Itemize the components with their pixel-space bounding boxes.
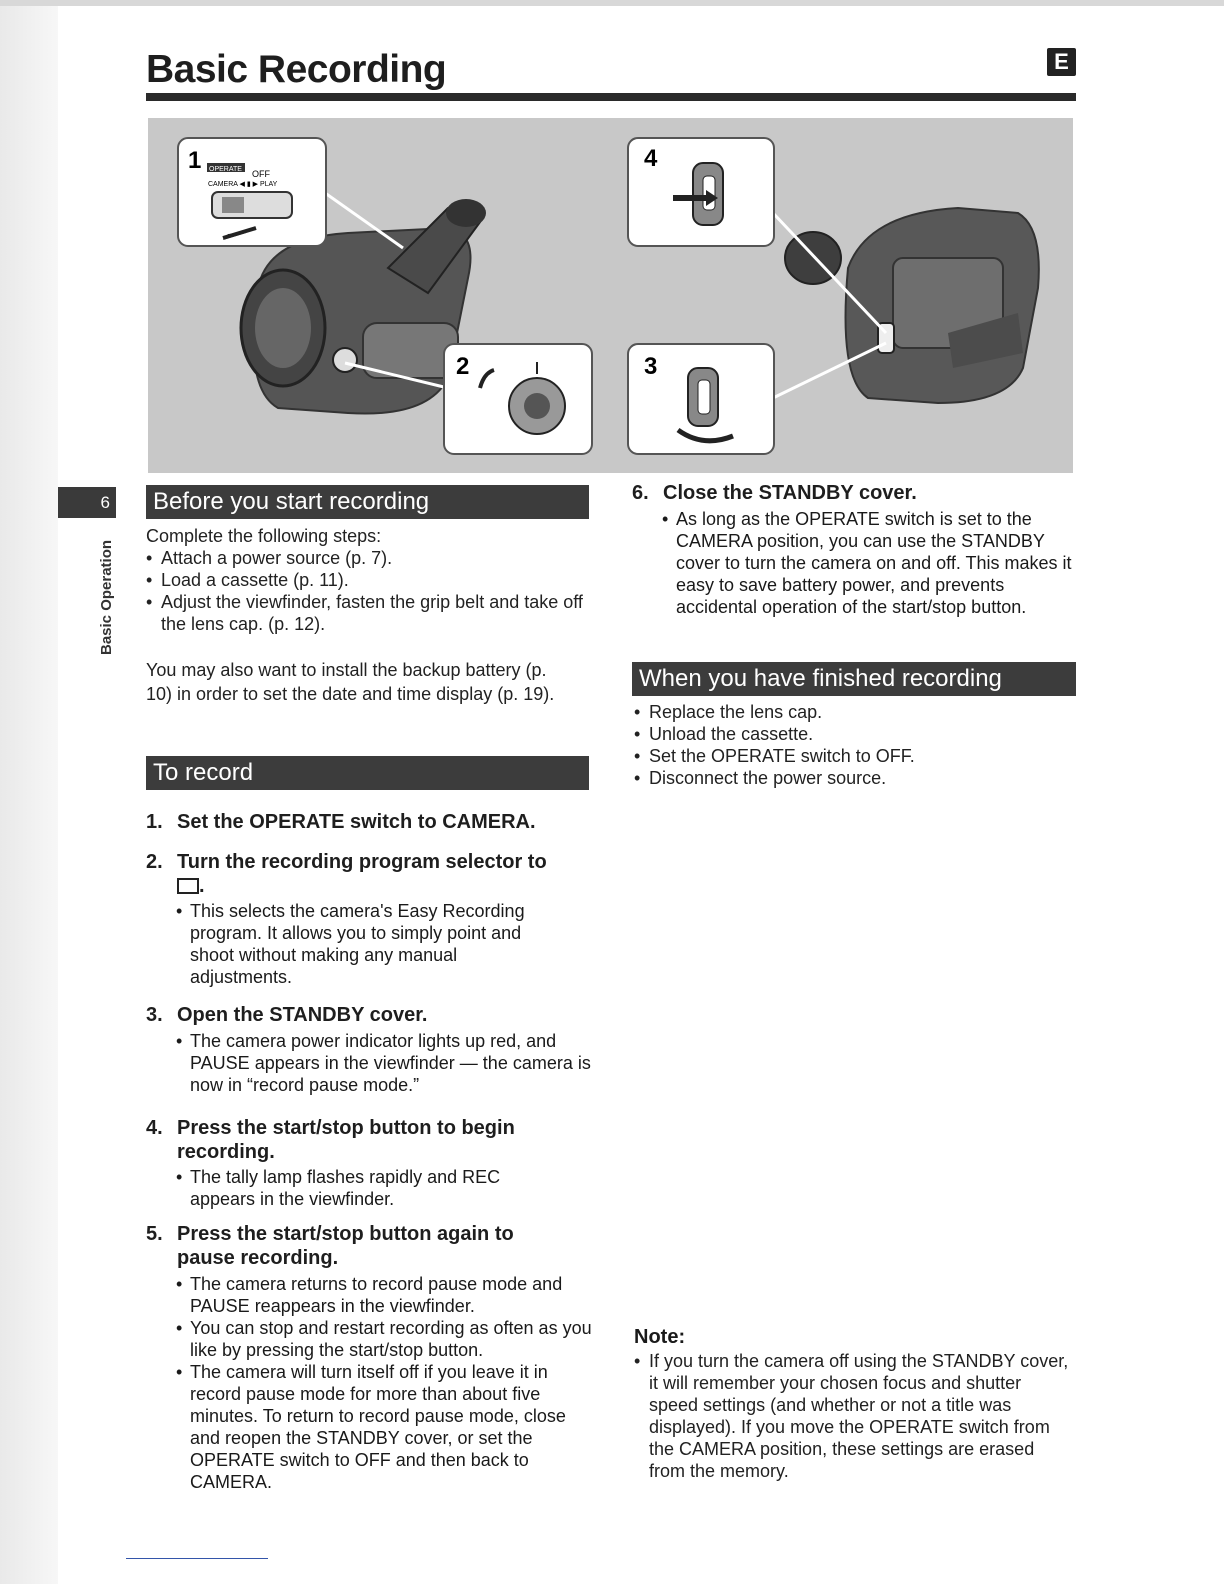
finished-recording-heading: When you have finished recording [632,662,1076,696]
before-intro: Complete the following steps: [146,526,382,546]
callout-1-positions: CAMERA ◀ ▮ ▶ PLAY [208,181,278,188]
list-item: • Adjust the viewfinder, fasten the grip belt and take off the lens cap. (p. 12). [146,591,596,635]
page-number-tab: 6 [58,487,116,518]
list-item: • As long as the OPERATE switch is set to the CAMERA position, you can use the STANDBY cover to turn the camera on and off. This makes it easy to save battery power, and prevents accidental operation of the start/stop button. [662,508,1082,618]
title-rule [146,93,1076,101]
callout-1-switch-label: OPERATE [209,166,242,173]
note-heading: Note: [634,1326,686,1348]
camcorder-illustration [148,118,1073,473]
callout-4-number: 4 [644,145,658,172]
section-side-label: Basic Operation [98,539,115,655]
before-recording-body [146,525,596,635]
to-record-heading: To record [146,756,589,790]
page-title: Basic Recording [146,48,447,91]
step-6-notes [662,508,1082,618]
step-4-title: 4. Press the start/stop button to begin recording. [146,1117,515,1163]
list-item: • This selects the camera's Easy Recording program. It allows you to simply point and shoot without making any manual adjustments. [176,900,561,988]
step-4-notes [176,1166,556,1210]
callout-1-number: 1 [188,147,202,174]
list-item: • Attach a power source (p. 7). [146,547,596,569]
list-item: • Unload the cassette. [634,723,1074,745]
list-item: • The camera will turn itself off if you leave it in record pause mode for more than about five minutes. To return to record pause mode, close and reopen the STANDBY cover, or set the OPERATE switch to OFF and then back to CAMERA. [176,1361,596,1493]
list-item: • You can stop and restart recording as often as you like by pressing the start/stop button. [176,1317,596,1361]
page-edge [0,0,58,1584]
note-body [634,1350,1074,1482]
step-2-title: 2. Turn the recording program selector to . [146,851,547,897]
easy-recording-mode-icon [177,878,199,894]
list-item: • Load a cassette (p. 11). [146,569,596,591]
list-item: • If you turn the camera off using the STANDBY cover, it will remember your chosen focus and shutter speed settings (and whether or not a title was displayed). If you move the OPERATE switch from the CAMERA position, these settings are erased from the memory. [634,1350,1074,1482]
callout-1-off-label: OFF [252,169,270,179]
before-steps-list [146,547,596,635]
page-edge-top [0,0,1224,6]
bottom-rule [126,1558,268,1559]
step-1-title: 1. Set the OPERATE switch to CAMERA. [146,811,536,833]
step-3-title: 3. Open the STANDBY cover. [146,1004,428,1026]
backup-battery-note: You may also want to install the backup battery (p. 10) in order to set the date and time display (p. 19). [146,660,555,704]
list-item: • The tally lamp flashes rapidly and REC appears in the viewfinder. [176,1166,556,1210]
list-item: • Replace the lens cap. [634,701,1074,723]
callout-2-number: 2 [456,353,470,380]
finished-recording-body [634,701,1074,789]
list-item: • Set the OPERATE switch to OFF. [634,745,1074,767]
list-item: • The camera power indicator lights up red, and PAUSE appears in the viewfinder — the camera is now in “record pause mode.” [176,1030,596,1096]
list-item: • The camera returns to record pause mode and PAUSE reappears in the viewfinder. [176,1273,596,1317]
step-5-notes [176,1273,596,1493]
step-6-title: 6. Close the STANDBY cover. [632,482,917,504]
step-2-notes [176,900,561,988]
before-recording-heading: Before you start recording [146,485,589,519]
list-item: • Disconnect the power source. [634,767,1074,789]
note-list [634,1350,1074,1482]
step-3-notes [176,1030,596,1096]
step-5-title: 5. Press the start/stop button again to pause recording. [146,1223,514,1269]
callout-3-number: 3 [644,353,658,380]
finished-steps-list [634,701,1074,789]
language-badge: E [1047,48,1076,76]
